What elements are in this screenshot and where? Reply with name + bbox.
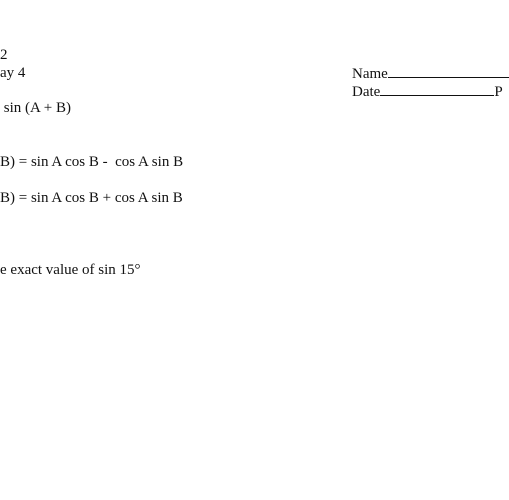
exercise-prompt: e exact value of sin 15°	[0, 262, 141, 278]
date-label: Date	[352, 84, 381, 100]
period-label: P	[494, 84, 503, 100]
date-row	[337, 65, 503, 118]
formula-sin-sum: B) = sin A cos B + cos A sin B	[0, 190, 183, 206]
name-label: Name	[352, 66, 388, 82]
header-day-fragment: ay 4	[0, 65, 26, 81]
formula-sin-difference: B) = sin A cos B - cos A sin B	[0, 154, 184, 170]
header-course-fragment: 2	[0, 47, 8, 63]
date-blank[interactable]	[380, 82, 494, 96]
topic-heading: sin (A + B)	[0, 100, 71, 116]
